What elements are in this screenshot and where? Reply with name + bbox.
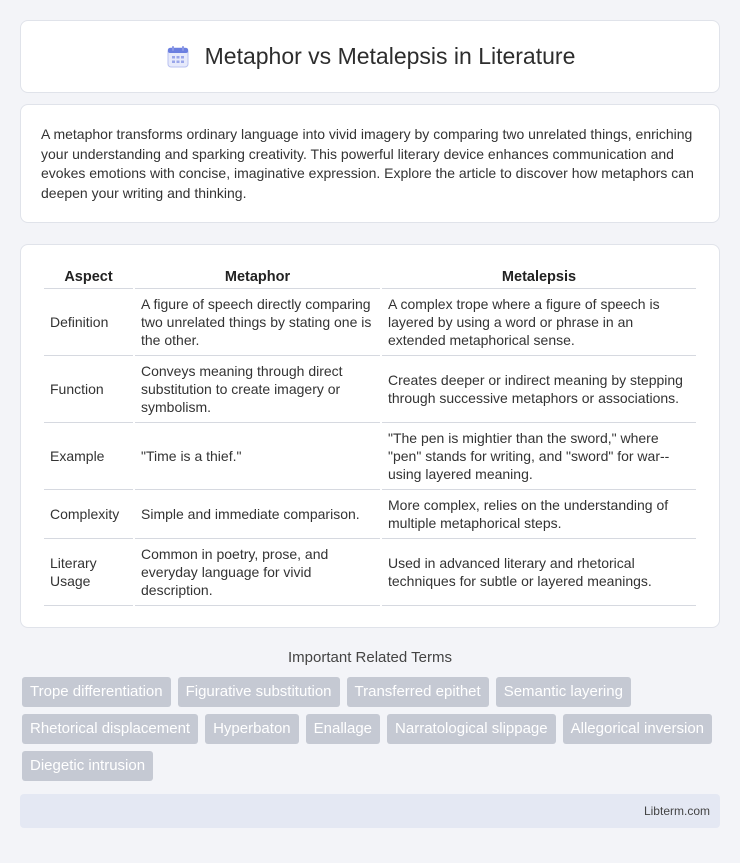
footer [20, 794, 720, 828]
header-metalepsis: Metalepsis [382, 265, 696, 289]
related-term-tag[interactable]: Transferred epithet [347, 677, 489, 707]
comparison-card [20, 244, 720, 628]
related-term-tag[interactable]: Allegorical inversion [563, 714, 712, 744]
comparison-table [42, 265, 698, 606]
cell-metalepsis: Creates deeper or indirect meaning by stepping through successive metaphors or associations. [382, 356, 696, 423]
table-row [44, 356, 696, 423]
cell-metalepsis: More complex, relies on the understanding of multiple metaphorical steps. [382, 490, 696, 539]
cell-aspect: Definition [44, 289, 133, 356]
related-terms-title: Important Related Terms [288, 649, 452, 666]
cell-metaphor: Common in poetry, prose, and everyday language for vivid description. [135, 539, 380, 606]
cell-metaphor: A figure of speech directly comparing two unrelated things by stating one is the other. [135, 289, 380, 356]
cell-aspect: Example [44, 423, 133, 490]
related-terms-list [22, 677, 720, 781]
related-term-tag[interactable]: Semantic layering [496, 677, 631, 707]
cell-metalepsis: Used in advanced literary and rhetorical techniques for subtle or layered meanings. [382, 539, 696, 606]
intro-text: A metaphor transforms ordinary language into vivid imagery by comparing two unrelated things, enriching your understanding and sparking creativity. This powerful literary device enhances communication and evokes emotions with concise, imaginative expression. Explore the article to discover how metaphors can deepen your writing and thinking. [41, 126, 694, 201]
related-term-tag[interactable]: Narratological slippage [387, 714, 556, 744]
related-term-tag[interactable]: Enallage [306, 714, 380, 744]
cell-metaphor: Simple and immediate comparison. [135, 490, 380, 539]
cell-aspect: Function [44, 356, 133, 423]
related-term-tag[interactable]: Trope differentiation [22, 677, 171, 707]
table-header-row [44, 265, 696, 289]
footer-site-link[interactable]: Libterm.com [643, 804, 710, 818]
table-row [44, 289, 696, 356]
table-row [44, 539, 696, 606]
cell-metalepsis: A complex trope where a figure of speech is layered by using a word or phrase in an extended metaphorical sense. [382, 289, 696, 356]
related-term-tag[interactable]: Rhetorical displacement [22, 714, 198, 744]
title-card [20, 20, 720, 93]
table-row [44, 423, 696, 490]
intro-card [20, 104, 720, 223]
cell-aspect: Literary Usage [44, 539, 133, 606]
related-term-tag[interactable]: Diegetic intrusion [22, 751, 153, 781]
cell-aspect: Complexity [44, 490, 133, 539]
page-title: Metaphor vs Metalepsis in Literature [204, 43, 576, 69]
related-term-tag[interactable]: Figurative substitution [178, 677, 340, 707]
related-term-tag[interactable]: Hyperbaton [205, 714, 299, 744]
header-metaphor: Metaphor [135, 265, 380, 289]
calendar-icon [165, 44, 191, 70]
table-row [44, 490, 696, 539]
cell-metalepsis: "The pen is mightier than the sword," where "pen" stands for writing, and "sword" for war--using layered meaning. [382, 423, 696, 490]
cell-metaphor: Conveys meaning through direct substitution to create imagery or symbolism. [135, 356, 380, 423]
cell-metaphor: "Time is a thief." [135, 423, 380, 490]
header-aspect: Aspect [44, 265, 133, 289]
